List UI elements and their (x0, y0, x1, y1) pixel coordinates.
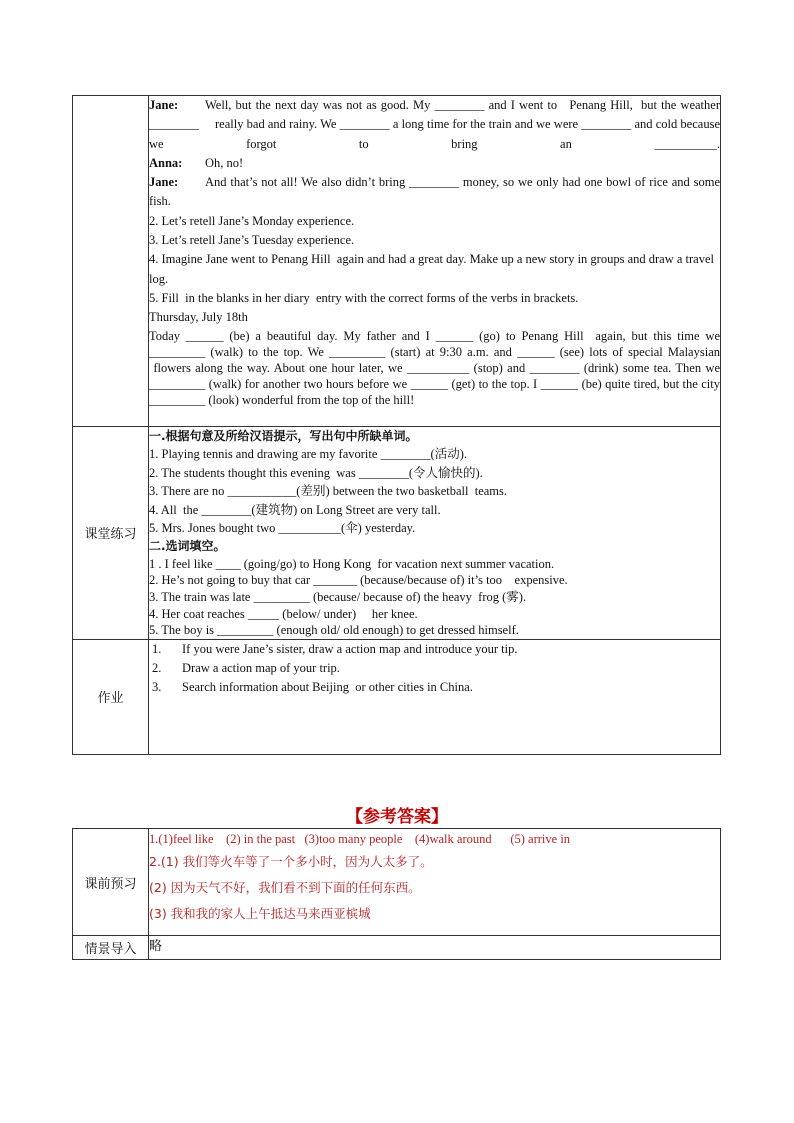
speaker-name: Jane: (149, 175, 179, 190)
task-item: 4. Imagine Jane went to Penang Hill again and had a great day. Make up a new story in groups and draw a travel log. (149, 252, 714, 286)
answer-line: 1.(1)feel like (2) in the past (3)too many people (4)walk around (5) arrive in (149, 832, 571, 846)
exercise-item: 1. Playing tennis and drawing are my favorite ________(活动). (149, 447, 467, 462)
practice-label: 课堂练习 (73, 427, 149, 640)
lesson-table (72, 95, 721, 755)
task-item: 3. Let’s retell Jane’s Tuesday experience. (149, 233, 355, 248)
dialogue-line (149, 154, 720, 173)
exercise-item: 2. He’s not going to buy that car _______ (because/because of) it’s too expensive. (149, 573, 568, 588)
section2-title: 二.选词填空。 (149, 539, 226, 554)
dialogue-row-label (73, 96, 149, 427)
answers-table (72, 828, 721, 960)
scene-answer: 略 (149, 936, 721, 960)
dialogue-text: And that’s not all! We also didn’t bring ________ money, so we only had one bowl of rice and some fish. (149, 175, 720, 209)
exercise-item: 2. The students thought this evening was ________(令人愉快的). (149, 465, 483, 480)
diary-body: Today ______ (be) a beautiful day. My father and I ______ (go) to Penang Hill again, but this time we _________ (walk) to the top. We _________ (start) at 9:30 a.m. and ______ (see) lots of special Malaysian flowers along the way. About one hour later, we __________ (stop) and ________ (drink) some tea. Then we _________ (walk) for another two hours before we ______ (get) to the top. I ______ (be) quite tired, but the city _________ (look) wonderful from the top of the hill! (149, 328, 720, 407)
dialogue-text: Well, but the next day was not as good. My ________ and I went to Penang Hill, but the weather ________ really bad and rainy. We ________ a long time for the train and we were ________ and cold because we forgot to bring an __________. (149, 98, 720, 151)
homework-cell (149, 639, 721, 754)
diary-date: Thursday, July 18th (149, 310, 248, 325)
task-item: 5. Fill in the blanks in her diary entry with the correct forms of the verbs in brackets. (149, 290, 579, 305)
section1-title: 一.根据句意及所给汉语提示，写出句中所缺单词。 (149, 429, 418, 443)
exercise-item: 3. The train was late _________ (because/ because of) the heavy frog (雾). (149, 590, 527, 605)
dialogue-line (149, 173, 720, 212)
speaker-name: Jane: (149, 98, 179, 112)
exercise-item: 5. Mrs. Jones bought two __________(伞) yesterday. (149, 521, 416, 536)
answer-line: (3) 我和我的家人上午抵达马来西亚槟城 (149, 906, 371, 921)
homework-label: 作业 (73, 639, 149, 754)
answer-line: 2.(1) 我们等火车等了一个多小时，因为人太多了。 (149, 854, 433, 869)
homework-item: 3. Search information about Beijing or other cities in China. (152, 680, 473, 695)
speaker-name: Anna: (149, 155, 183, 170)
answers-title: 【参考答案】 (346, 807, 448, 827)
exercise-item: 4. Her coat reaches _____ (below/ under) her knee. (149, 606, 418, 621)
dialogue-line (149, 96, 720, 154)
homework-item: 1. If you were Jane’s sister, draw a action map and introduce your tip. (152, 641, 518, 656)
preview-label: 课前预习 (73, 829, 149, 936)
preview-answers-cell (149, 829, 721, 936)
dialogue-cell (149, 96, 721, 427)
dialogue-text: Oh, no! (205, 155, 244, 170)
exercise-item: 5. The boy is _________ (enough old/ old enough) to get dressed himself. (149, 623, 519, 638)
exercise-item: 1 . I feel like ____ (going/go) to Hong Kong for vacation next summer vacation. (149, 556, 555, 571)
task-item: 2. Let’s retell Jane’s Monday experience. (149, 213, 355, 228)
practice-cell (149, 427, 721, 640)
exercise-item: 4. All the ________(建筑物) on Long Street are very tall. (149, 502, 441, 517)
scene-label: 情景导入 (73, 936, 149, 960)
answer-line: (2) 因为天气不好，我们看不到下面的任何东西。 (149, 880, 421, 895)
exercise-item: 3. There are no ___________(差别) between the two basketball teams. (149, 484, 508, 499)
homework-item: 2. Draw a action map of your trip. (152, 661, 340, 676)
